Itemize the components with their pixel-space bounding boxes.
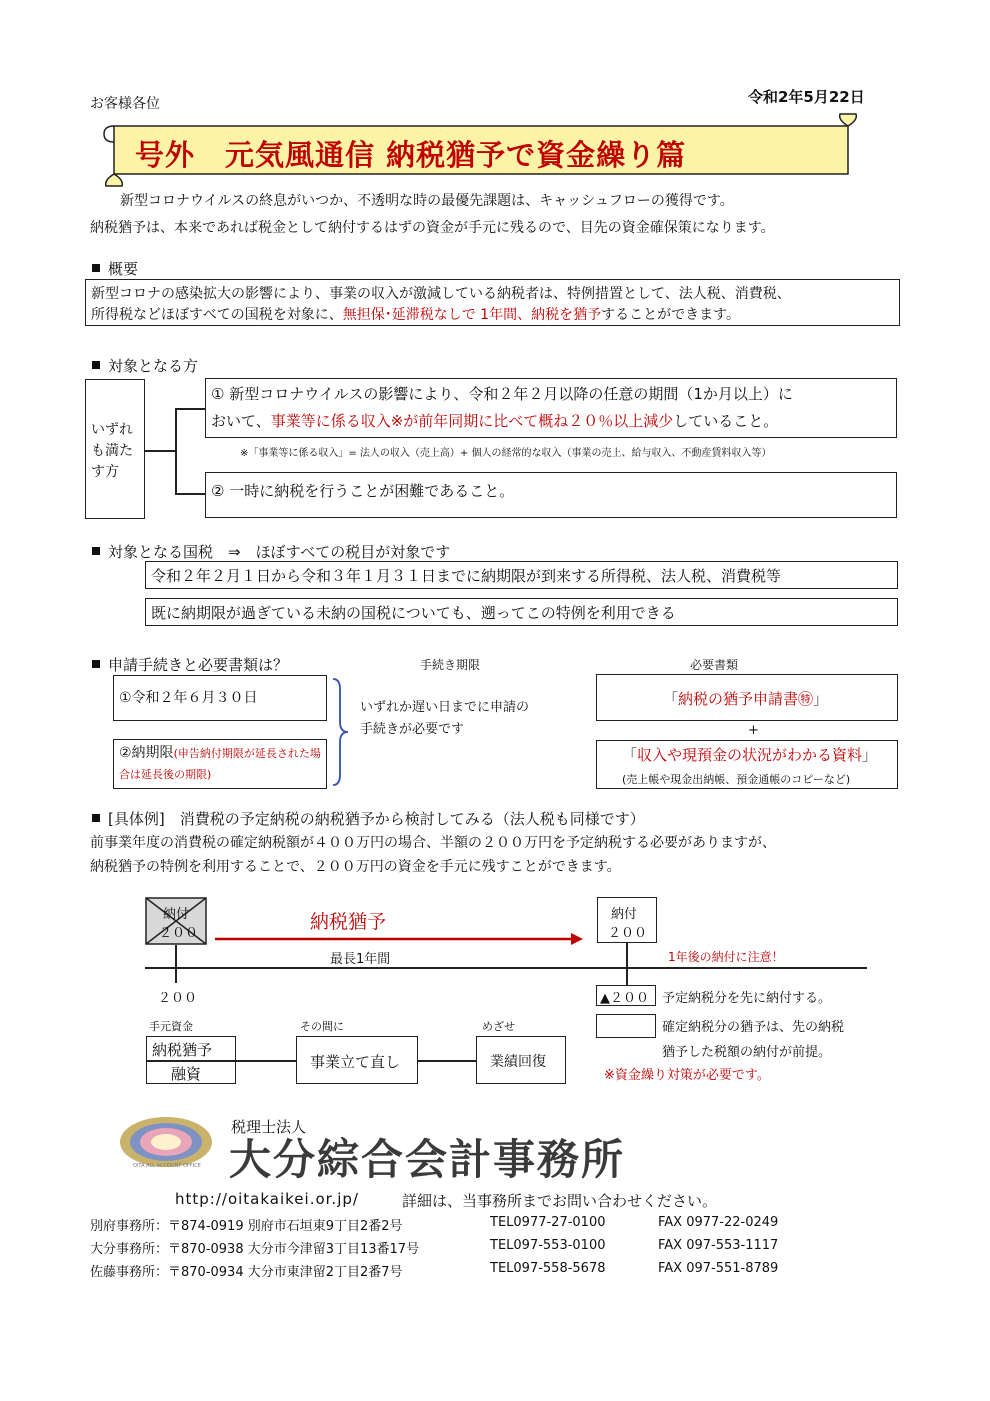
max-period: 最長1年間 bbox=[330, 952, 391, 967]
plus-sign: + bbox=[748, 723, 759, 738]
firm-type: 税理士法人 bbox=[231, 1118, 307, 1136]
target-taxes-line-1: 令和２年２月１日から令和３年１月３１日までに納期限が到来する所得税、法人税、消費税等 bbox=[151, 567, 782, 585]
timeline-axis bbox=[145, 967, 867, 969]
office-tel: TEL0977-27-0100 bbox=[490, 1215, 606, 1230]
office-tel: TEL097-558-5678 bbox=[490, 1261, 606, 1276]
office-fax: FAX 097-553-1117 bbox=[658, 1238, 779, 1253]
left-amount: ２００ bbox=[158, 991, 198, 1006]
bracket-line bbox=[175, 408, 177, 494]
firm-name: 大分綜合会計事務所 bbox=[229, 1135, 626, 1184]
aim-label: めざせ bbox=[482, 1020, 515, 1033]
doc-2-close: 」 bbox=[862, 746, 878, 764]
cashflow-warning: ※資金繰り対策が必要です。 bbox=[604, 1068, 770, 1083]
example-heading-text: [具体例] 消費税の予定納税の納税猶予から検討してみる（法人税も同様です） bbox=[108, 810, 645, 828]
flow-line bbox=[418, 1060, 476, 1062]
date: 令和2年5月22日 bbox=[748, 88, 865, 106]
bullet-square-icon bbox=[92, 814, 100, 822]
bracket-line bbox=[175, 493, 205, 495]
office-fax: FAX 0977-22-0249 bbox=[658, 1215, 779, 1230]
target-persons-heading bbox=[92, 355, 198, 376]
application-heading bbox=[92, 654, 288, 675]
condition-2: ② 一時に納税を行うことが困難であること。 bbox=[211, 482, 515, 500]
notice: 1年後の納付に注意！ bbox=[668, 950, 784, 964]
overview-heading-text: 概要 bbox=[108, 260, 139, 278]
prepay-text: 予定納税分を先に納付する。 bbox=[662, 991, 832, 1006]
recovery: 業績回復 bbox=[490, 1054, 546, 1070]
overview-line-2 bbox=[91, 304, 740, 324]
doc-1-open: 「 bbox=[663, 690, 679, 708]
doc-1-close: 」 bbox=[813, 690, 829, 708]
flow-line bbox=[236, 1060, 296, 1062]
deadline-2-note: (申告納付期限が延長された場合は延長後の期限) bbox=[119, 747, 321, 781]
restructure: 事業立て直し bbox=[310, 1053, 401, 1071]
doc-1 bbox=[663, 688, 828, 709]
office-fax: FAX 097-551-8789 bbox=[658, 1261, 779, 1276]
doc-2 bbox=[622, 744, 877, 765]
bullet-square-icon bbox=[92, 361, 100, 369]
deadline-2-label: ②納期限 bbox=[119, 745, 174, 761]
bullet-square-icon bbox=[92, 660, 100, 668]
docs-label: 必要書類 bbox=[690, 658, 739, 672]
application-heading-text: 申請手続きと必要書類は？ bbox=[108, 656, 289, 674]
deferral-arrow-icon bbox=[215, 931, 585, 947]
deferral-label: 納税猶予 bbox=[310, 911, 387, 933]
brace-icon bbox=[330, 677, 352, 787]
income-note: ※「事業等に係る収入」= 法人の収入（売上高）+ 個人の経常的な収入（事業の売上、給与収入、不動産賃料収入等） bbox=[240, 448, 772, 459]
bracket-line bbox=[145, 450, 175, 452]
meanwhile-label: その間に bbox=[300, 1020, 344, 1033]
doc-2-open: 「 bbox=[622, 746, 638, 764]
condition-1-highlight: 事業等に係る収入※が前年同期に比べて概ね２０％以上減少 bbox=[270, 412, 674, 430]
either-later: いずれか遅い日までに申請の手続きが必要です bbox=[360, 700, 530, 737]
doc-2-name: 収入や現預金の状況がわかる資料 bbox=[637, 746, 863, 764]
funds-divider bbox=[146, 1060, 236, 1062]
deadline-label: 手続き期限 bbox=[420, 658, 481, 672]
office-beppu bbox=[90, 1215, 779, 1234]
confirm-text-1: 確定納税分の猶予は、先の納税 bbox=[662, 1020, 845, 1035]
either-label: いずれも満たす方 bbox=[91, 422, 133, 480]
funds-loan: 融資 bbox=[171, 1065, 202, 1083]
intro-line-1: 新型コロナウイルスの終息がいつか、不透明な時の最優先課題は、キャッシュフローの獲得です。 bbox=[120, 193, 734, 209]
page-title: 号外 元気風通信 納税猶予で資金繰り篇 bbox=[135, 138, 687, 172]
target-persons-heading-text: 対象となる方 bbox=[108, 357, 199, 375]
overview-line-2-b: することができます。 bbox=[601, 307, 740, 323]
deadline-2 bbox=[119, 743, 325, 785]
overview-line-1: 新型コロナの感染拡大の影響により、事業の収入が激減している納税者は、特例措置として、法人税、消費税、 bbox=[91, 286, 791, 302]
payment-label: 納付 bbox=[611, 907, 638, 922]
office-address: 別府事務所：〒874-0919 別府市石垣東9丁目2番2号 bbox=[90, 1219, 403, 1234]
confirm-text-2: 猶予した税額の納付が前提。 bbox=[662, 1045, 832, 1060]
overview-highlight: 無担保･延滞税なしで 1年間、納税を猶予 bbox=[342, 307, 602, 323]
addressee: お客様各位 bbox=[90, 96, 160, 112]
timeline-tick-end bbox=[626, 943, 628, 985]
overview-heading bbox=[92, 258, 138, 279]
confirm-box bbox=[596, 1014, 656, 1038]
timeline-tick-start bbox=[175, 945, 177, 983]
inquiry-text: 詳細は、当事務所までお問い合わせください。 bbox=[402, 1192, 718, 1210]
example-line-2: 納税猶予の特例を利用することで、２００万円の資金を手元に残すことができます。 bbox=[90, 859, 621, 875]
bracket-line bbox=[175, 408, 205, 410]
doc-2-note: (売上帳や現金出納帳、預金通帳のコピーなど) bbox=[622, 773, 851, 786]
condition-1-line-2 bbox=[211, 410, 778, 431]
bullet-square-icon bbox=[92, 547, 100, 555]
prepay-amount: ▲２００ bbox=[600, 991, 649, 1006]
target-taxes-heading-text: 対象となる国税 ⇒ ほぼすべての税目が対象です bbox=[108, 543, 451, 561]
office-sato bbox=[90, 1261, 779, 1280]
logo-caption: OITA ALL ACCOUNT OFFICE bbox=[133, 1163, 201, 1169]
bullet-square-icon bbox=[92, 264, 100, 272]
office-oita bbox=[90, 1238, 779, 1257]
office-tel: TEL097-553-0100 bbox=[490, 1238, 606, 1253]
doc-1-name: 納税の猶予申請書㊕ bbox=[678, 690, 814, 708]
office-address: 大分事務所：〒870-0938 大分市今津留3丁目13番17号 bbox=[90, 1242, 420, 1257]
payment-amount: ２００ bbox=[608, 926, 648, 941]
website-url[interactable]: http://oitakaikei.or.jp/ bbox=[175, 1190, 359, 1208]
office-address: 佐藤事務所：〒870-0934 大分市東津留2丁目2番7号 bbox=[90, 1265, 403, 1280]
funds-deferral: 納税猶予 bbox=[152, 1041, 213, 1059]
deadline-1: ①令和２年６月３０日 bbox=[119, 690, 258, 706]
crossed-payment-amount: ２００ bbox=[159, 926, 199, 941]
condition-1-line-2-a: おいて、 bbox=[211, 412, 271, 430]
condition-1-line-2-b: していること。 bbox=[673, 412, 779, 430]
condition-1-line-1: ① 新型コロナウイルスの影響により、令和２年２月以降の任意の期間（1か月以上）に bbox=[211, 385, 793, 403]
example-line-1: 前事業年度の消費税の確定納税額が４００万円の場合、半額の２００万円を予定納税する必要がありますが、 bbox=[90, 835, 776, 851]
overview-line-2-a: 所得税などほぼすべての国税を対象に、 bbox=[91, 307, 343, 323]
example-heading bbox=[92, 808, 645, 829]
target-taxes-line-2: 既に納期限が過ぎている未納の国税についても、遡ってこの特例を利用できる bbox=[151, 604, 676, 622]
intro-line-2: 納税猶予は、本来であれば税金として納付するはずの資金が手元に残るので、目先の資金確保策になります。 bbox=[90, 220, 775, 236]
target-taxes-heading bbox=[92, 541, 450, 562]
crossed-payment-label: 納付 bbox=[163, 907, 190, 922]
funds-label: 手元資金 bbox=[149, 1020, 193, 1033]
